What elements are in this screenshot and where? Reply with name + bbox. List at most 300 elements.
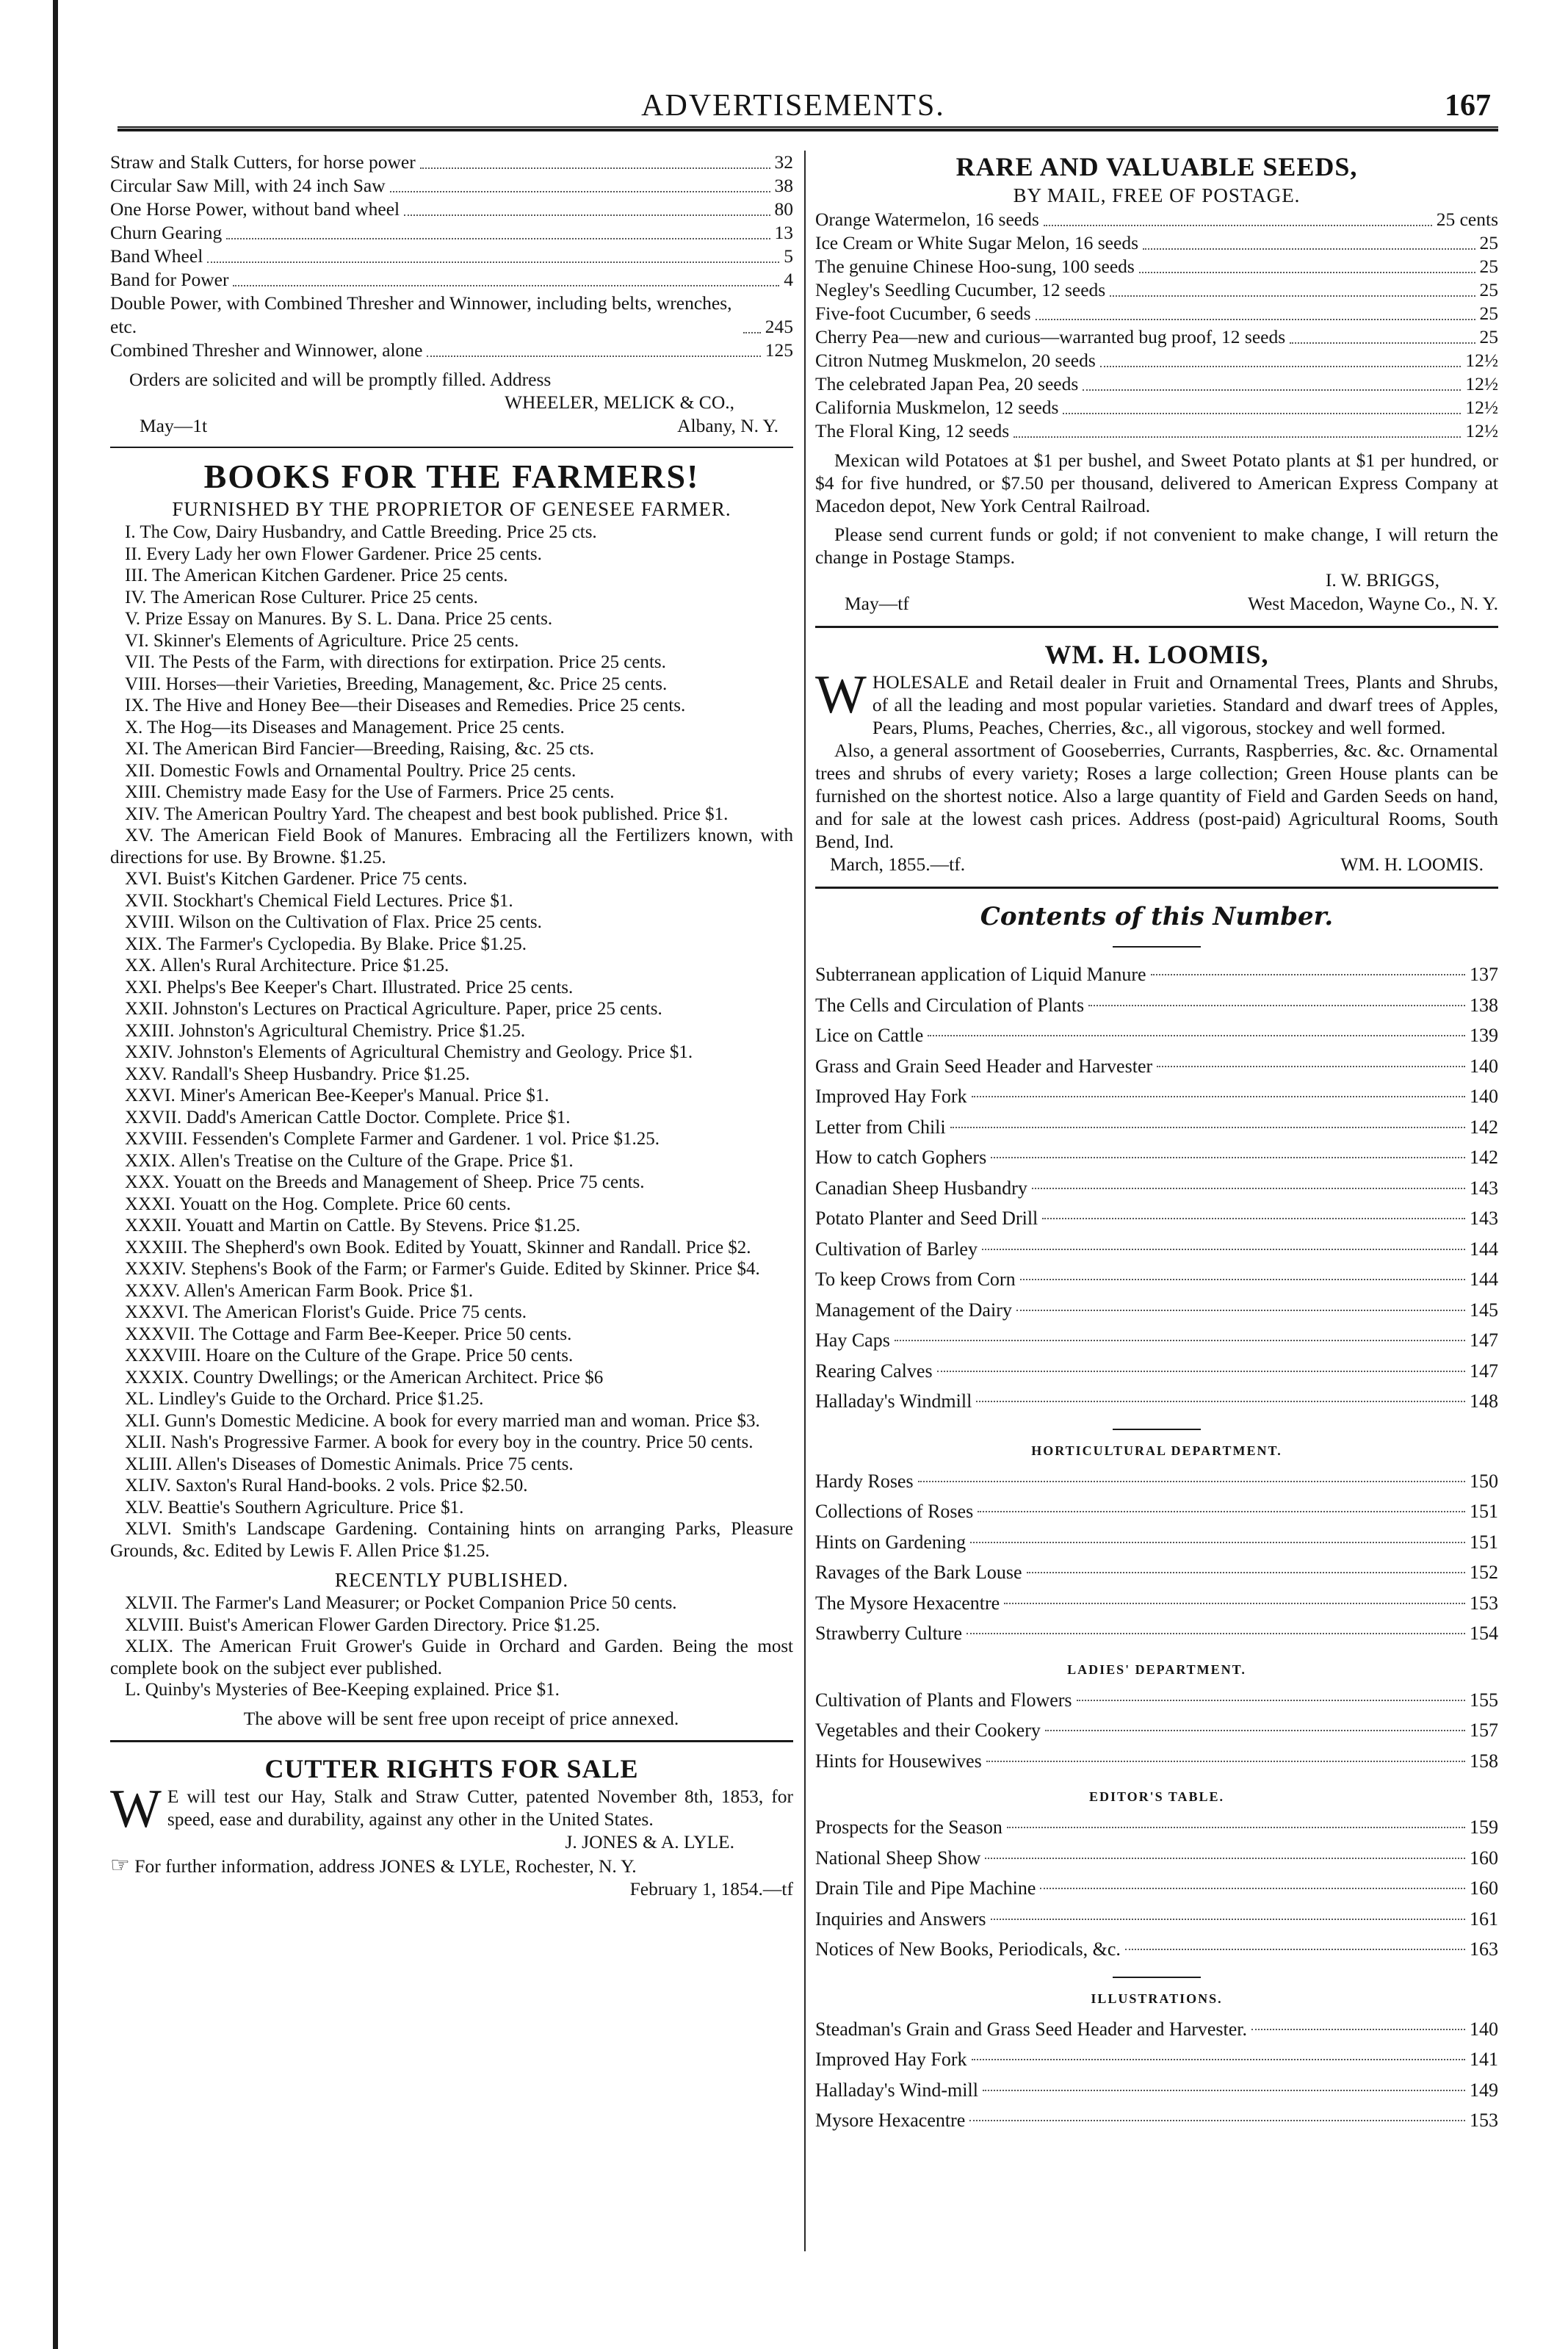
price-item xyxy=(110,268,793,292)
contents-item-title: How to catch Gophers xyxy=(815,1147,987,1168)
illustration-item-value: 140 xyxy=(1470,2018,1498,2040)
pointing-hand-icon: ☞ xyxy=(110,1852,130,1877)
horticultural-item-value: 152 xyxy=(1470,1562,1498,1583)
seeds-subheading: BY MAIL, FREE OF POSTAGE. xyxy=(1013,184,1301,206)
book-entry: XXXVI. The American Florist's Guide. Price 75 cents. xyxy=(125,1302,527,1322)
contents-item-title: To keep Crows from Corn xyxy=(815,1269,1016,1290)
dot-leader xyxy=(1020,1279,1465,1280)
horticultural-item-value: 151 xyxy=(1470,1501,1498,1522)
loomis-dropcap: W xyxy=(815,665,867,725)
dot-leader xyxy=(937,1371,1465,1372)
seed-item-title: Negley's Seedling Cucumber, 12 seeds xyxy=(815,279,1106,300)
seed-item xyxy=(815,325,1498,349)
briggs-date: May—tf xyxy=(845,593,909,614)
horticultural-item-title: Ravages of the Bark Louse xyxy=(815,1562,1022,1583)
editors-item-title: Drain Tile and Pipe Machine xyxy=(815,1877,1036,1899)
recent-book-entry: L. Quinby's Mysteries of Bee-Keeping explained. Price $1. xyxy=(125,1680,560,1700)
book-entry: XXII. Johnston's Lectures on Practical Agriculture. Paper, price 25 cents. xyxy=(125,999,662,1019)
divider xyxy=(815,626,1498,628)
contents-item-title: Subterranean application of Liquid Manure xyxy=(815,964,1146,985)
contents-item-value: 143 xyxy=(1470,1177,1498,1199)
illustration-item xyxy=(815,2014,1498,2045)
cutter-text: E will test our Hay, Stalk and Straw Cutter, patented November 8th, 1853, for speed, ease and durability, against any other in the United States. xyxy=(167,1785,793,1830)
price-item-value: 32 xyxy=(774,151,793,173)
book-entry: VIII. Horses—their Varieties, Breeding, Management, &c. Price 25 cents. xyxy=(125,674,668,694)
contents-item-value: 142 xyxy=(1470,1147,1498,1168)
seeds-note-1: Mexican wild Potatoes at $1 per bushel, and Sweet Potato plants at $1 per hundred, or $4 for five hundred, or $7.50 per thousand, delivered to American Express Company at Macedon depot, New York Central Railroad. xyxy=(815,450,1498,516)
contents-item xyxy=(815,1142,1498,1173)
book-entry: XVIII. Wilson on the Cultivation of Flax. Price 25 cents. xyxy=(125,912,542,932)
price-item-title: Band for Power xyxy=(110,269,229,290)
editors-item-value: 163 xyxy=(1470,1938,1498,1960)
illustration-item-title: Halladay's Wind-mill xyxy=(815,2079,978,2101)
dot-leader xyxy=(1151,974,1465,975)
horticultural-item-value: 150 xyxy=(1470,1470,1498,1492)
loomis-sig: WM. H. LOOMIS. xyxy=(1340,854,1484,875)
contents-item-title: Canadian Sheep Husbandry xyxy=(815,1177,1027,1199)
horticultural-item xyxy=(815,1618,1498,1649)
loomis-text-1: HOLESALE and Retail dealer in Fruit and Ornamental Trees, Plants and Shrubs, of all the leading and most popular varieties. Standard and dwarf trees of Apples, Pears, Plums, Peaches, Cherries, &c., all vigorous, stockey and well formed. xyxy=(872,671,1498,738)
contents-item-title: Potato Planter and Seed Drill xyxy=(815,1208,1038,1229)
ladies-item-value: 155 xyxy=(1470,1689,1498,1711)
seed-item-title: Orange Watermelon, 16 seeds xyxy=(815,209,1039,230)
contents-item-value: 143 xyxy=(1470,1208,1498,1229)
dot-leader xyxy=(1042,1218,1465,1219)
contents-item-title: Cultivation of Barley xyxy=(815,1238,978,1260)
book-entry: XVI. Buist's Kitchen Gardener. Price 75 cents. xyxy=(125,869,468,889)
contents-item-title: Grass and Grain Seed Header and Harvester xyxy=(815,1055,1153,1077)
price-item xyxy=(110,174,793,198)
dot-leader xyxy=(226,238,770,239)
seed-item xyxy=(815,396,1498,419)
header-rule xyxy=(118,126,1498,131)
wheeler-signature xyxy=(110,414,793,438)
running-header xyxy=(95,88,1491,132)
horticultural-item-title: Collections of Roses xyxy=(815,1501,974,1522)
illustration-item xyxy=(815,2044,1498,2075)
book-entry: II. Every Lady her own Flower Gardener. Price 25 cents. xyxy=(125,544,542,564)
briggs-place: West Macedon, Wayne Co., N. Y. xyxy=(1247,593,1498,614)
contents-item-value: 139 xyxy=(1470,1025,1498,1046)
dot-leader xyxy=(207,261,779,263)
book-entry: XXXI. Youatt on the Hog. Complete. Price 60 cents. xyxy=(125,1194,511,1214)
loomis-date: March, 1855.—tf. xyxy=(830,854,966,875)
dot-leader xyxy=(1014,436,1461,438)
divider xyxy=(1113,1429,1201,1430)
price-item-value: 5 xyxy=(784,245,793,267)
dot-leader xyxy=(982,1249,1465,1250)
price-item xyxy=(110,198,793,221)
seed-item-title: The genuine Chinese Hoo-sung, 100 seeds xyxy=(815,256,1135,277)
horticultural-item-title: The Mysore Hexacentre xyxy=(815,1592,1000,1614)
contents-item-value: 142 xyxy=(1470,1116,1498,1138)
book-entry: III. The American Kitchen Gardener. Price 25 cents. xyxy=(125,566,508,585)
contents-list xyxy=(815,959,1498,1417)
dot-leader xyxy=(1004,1603,1465,1604)
editors-list xyxy=(815,1812,1498,1965)
editors-item-title: Prospects for the Season xyxy=(815,1816,1002,1838)
price-item-title: Circular Saw Mill, with 24 inch Saw xyxy=(110,175,386,196)
illustration-item xyxy=(815,2075,1498,2106)
contents-item-title: Halladay's Windmill xyxy=(815,1390,972,1412)
book-entry: XXVII. Dadd's American Cattle Doctor. Complete. Price $1. xyxy=(125,1107,571,1127)
contents-item xyxy=(815,1234,1498,1265)
dot-leader xyxy=(427,356,760,357)
contents-item xyxy=(815,959,1498,990)
dot-leader xyxy=(1251,2029,1465,2030)
cutter-signer: J. JONES & A. LYLE. xyxy=(565,1830,734,1852)
dot-leader xyxy=(1027,1572,1465,1573)
dot-leader xyxy=(991,1919,1465,1920)
contents-item-value: 137 xyxy=(1470,964,1498,985)
contents-item xyxy=(815,1295,1498,1326)
dot-leader xyxy=(743,332,761,333)
horticultural-item-title: Strawberry Culture xyxy=(815,1623,963,1644)
price-item-value: 245 xyxy=(765,316,793,337)
left-column xyxy=(110,151,793,1900)
seed-item-title: The celebrated Japan Pea, 20 seeds xyxy=(815,373,1079,394)
ladies-item xyxy=(815,1715,1498,1746)
divider xyxy=(110,1740,793,1742)
editors-item xyxy=(815,1934,1498,1965)
seed-item-value: 25 xyxy=(1479,256,1498,277)
editors-item-title: Notices of New Books, Periodicals, &c. xyxy=(815,1938,1121,1960)
dot-leader xyxy=(972,2059,1465,2060)
illustration-item-value: 141 xyxy=(1470,2049,1498,2070)
contents-item-title: Rearing Calves xyxy=(815,1360,933,1382)
wheeler-name: WHEELER, MELICK & CO., xyxy=(504,392,734,413)
dot-leader xyxy=(928,1035,1465,1036)
book-entry: XXIII. Johnston's Agricultural Chemistry. Price $1.25. xyxy=(125,1020,526,1041)
seed-item xyxy=(815,372,1498,396)
dot-leader xyxy=(1139,272,1475,273)
contents-item xyxy=(815,1325,1498,1356)
dot-leader xyxy=(1044,225,1432,226)
ladies-item-title: Hints for Housewives xyxy=(815,1750,982,1772)
illustrations-list xyxy=(815,2014,1498,2136)
column-divider xyxy=(804,151,806,2251)
dot-leader xyxy=(983,2090,1465,2091)
dot-leader xyxy=(969,2120,1465,2121)
book-entry: XXXVII. The Cottage and Farm Bee-Keeper. Price 50 cents. xyxy=(125,1324,572,1344)
book-list xyxy=(110,522,793,1562)
book-entry: XIII. Chemistry made Easy for the Use of Farmers. Price 25 cents. xyxy=(125,782,615,802)
recent-heading: RECENTLY PUBLISHED. xyxy=(334,1569,569,1591)
cutter-dropcap: W xyxy=(110,1778,162,1839)
price-item xyxy=(110,221,793,245)
loomis-text-2: Also, a general assortment of Gooseberries, Currants, Raspberries, &c. &c. Ornamental trees and shrubs of every variety; Roses a large collection; Green House plants can be furnished on the shortest notice. Also a large quantity of Field and Garden Seeds on hand, and for sale at the lowest cash prices. Address (post-paid) Agricultural Rooms, South Bend, Ind. xyxy=(815,740,1498,852)
illustrations-heading: ILLUSTRATIONS. xyxy=(1091,1991,1223,2006)
ladies-heading: LADIES' DEPARTMENT. xyxy=(1067,1661,1246,1677)
price-item-value: 13 xyxy=(774,222,793,243)
dot-leader xyxy=(1083,389,1461,391)
seed-item-value: 25 cents xyxy=(1436,209,1498,230)
books-heading: BOOKS FOR THE FARMERS! xyxy=(203,458,700,495)
dot-leader xyxy=(1016,1310,1465,1311)
contents-item xyxy=(815,1356,1498,1387)
illustration-item-value: 149 xyxy=(1470,2079,1498,2101)
header-title: ADVERTISEMENTS. xyxy=(641,89,945,123)
seed-item-title: Cherry Pea—new and curious—warranted bug proof, 12 seeds xyxy=(815,326,1286,347)
divider xyxy=(1113,1977,1201,1978)
seed-item-title: Ice Cream or White Sugar Melon, 16 seeds xyxy=(815,232,1138,253)
dot-leader xyxy=(1007,1827,1465,1828)
ladies-item-value: 157 xyxy=(1470,1720,1498,1741)
book-entry: XLIV. Saxton's Rural Hand-books. 2 vols. Price $2.50. xyxy=(125,1476,528,1495)
book-entry: XIV. The American Poultry Yard. The cheapest and best book published. Price $1. xyxy=(125,804,729,824)
editors-item xyxy=(815,1904,1498,1935)
horticultural-item-title: Hardy Roses xyxy=(815,1470,914,1492)
horticultural-item xyxy=(815,1588,1498,1619)
book-entry: XL. Lindley's Guide to the Orchard. Price $1.25. xyxy=(125,1389,484,1409)
recent-book-entry: XLVII. The Farmer's Land Measurer; or Pocket Companion Price 50 cents. xyxy=(125,1593,677,1613)
contents-item-value: 138 xyxy=(1470,994,1498,1016)
dot-leader xyxy=(991,1157,1465,1158)
book-entry: XXV. Randall's Sheep Husbandry. Price $1.25. xyxy=(125,1064,470,1084)
price-item xyxy=(110,292,793,339)
horticultural-item-value: 151 xyxy=(1470,1531,1498,1553)
page-number: 167 xyxy=(1445,89,1491,123)
dot-leader xyxy=(1088,1005,1465,1006)
seed-item-value: 25 xyxy=(1479,279,1498,300)
contents-item xyxy=(815,1264,1498,1295)
contents-item-value: 145 xyxy=(1470,1299,1498,1321)
seed-item-title: Citron Nutmeg Muskmelon, 20 seeds xyxy=(815,350,1096,371)
contents-item-value: 147 xyxy=(1470,1329,1498,1351)
seed-list xyxy=(815,208,1498,443)
book-entry: XVII. Stockhart's Chemical Field Lectures. Price $1. xyxy=(125,890,513,911)
dot-leader xyxy=(420,167,770,169)
briggs-name: I. W. BRIGGS, xyxy=(1325,569,1439,591)
divider xyxy=(1113,946,1201,948)
editors-item-value: 160 xyxy=(1470,1877,1498,1899)
book-entry: XXXIV. Stephens's Book of the Farm; or Farmer's Guide. Edited by Skinner. Price $4. xyxy=(125,1259,760,1279)
seeds-note-2: Please send current funds or gold; if not convenient to make change, I will return the change in Postage Stamps. xyxy=(815,524,1498,568)
horticultural-item xyxy=(815,1557,1498,1588)
seed-item-title: The Floral King, 12 seeds xyxy=(815,420,1010,441)
contents-item xyxy=(815,1203,1498,1234)
cutter-text-block xyxy=(110,1778,793,1839)
horticultural-item-title: Hints on Gardening xyxy=(815,1531,967,1553)
dot-leader xyxy=(967,1633,1465,1634)
price-item-title: Combined Thresher and Winnower, alone xyxy=(110,339,423,361)
contents-item-title: Hay Caps xyxy=(815,1329,890,1351)
price-item xyxy=(110,245,793,268)
book-entry: X. The Hog—its Diseases and Management. Price 25 cents. xyxy=(125,717,565,737)
dot-leader xyxy=(950,1127,1465,1128)
price-item-value: 125 xyxy=(765,339,793,361)
dot-leader xyxy=(1045,1730,1465,1731)
dot-leader xyxy=(918,1481,1465,1482)
price-item-value: 38 xyxy=(774,175,793,196)
price-item-value: 80 xyxy=(774,198,793,220)
dot-leader xyxy=(1032,1188,1465,1189)
editors-heading: EDITOR'S TABLE. xyxy=(1088,1789,1225,1804)
book-entry: IV. The American Rose Culturer. Price 25 cents. xyxy=(125,587,478,607)
seed-item-value: 12½ xyxy=(1465,373,1498,394)
contents-item-value: 144 xyxy=(1470,1238,1498,1260)
dot-leader xyxy=(1143,248,1475,250)
editors-item-title: Inquiries and Answers xyxy=(815,1908,986,1930)
cutter-heading: CUTTER RIGHTS FOR SALE xyxy=(264,1753,639,1783)
price-item-title: Double Power, with Combined Thresher and Winnower, including belts, wrenches, etc. xyxy=(110,292,732,337)
right-column xyxy=(815,151,1498,2136)
cutter-further-block xyxy=(110,1852,793,1899)
book-entry: I. The Cow, Dairy Husbandry, and Cattle Breeding. Price 25 cts. xyxy=(125,522,597,542)
horticultural-item xyxy=(815,1496,1498,1527)
contents-item-value: 144 xyxy=(1470,1269,1498,1290)
book-entry: XXVIII. Fessenden's Complete Farmer and Gardener. 1 vol. Price $1.25. xyxy=(125,1129,660,1149)
book-entry: XXXII. Youatt and Martin on Cattle. By Stevens. Price $1.25. xyxy=(125,1216,581,1235)
dot-leader xyxy=(970,1542,1465,1543)
seed-item-value: 12½ xyxy=(1465,420,1498,441)
contents-item xyxy=(815,1173,1498,1204)
dot-leader xyxy=(1040,1888,1465,1889)
contents-item-title: Letter from Chili xyxy=(815,1116,946,1138)
dot-leader xyxy=(1036,319,1475,320)
illustration-item-title: Steadman's Grain and Grass Seed Header and Harvester. xyxy=(815,2018,1248,2040)
contents-item xyxy=(815,1051,1498,1082)
loomis-signature xyxy=(815,853,1498,876)
divider xyxy=(815,887,1498,889)
contents-item-title: Improved Hay Fork xyxy=(815,1086,967,1107)
editors-item-value: 161 xyxy=(1470,1908,1498,1930)
book-entry: XXXIII. The Shepherd's own Book. Edited by Youatt, Skinner and Randall. Price $2. xyxy=(125,1237,751,1258)
seed-item-value: 12½ xyxy=(1465,350,1498,371)
briggs-signature xyxy=(815,592,1498,616)
book-entry: XXIX. Allen's Treatise on the Culture of the Grape. Price $1. xyxy=(125,1150,574,1171)
price-item-title: One Horse Power, without band wheel xyxy=(110,198,400,220)
book-entry: XI. The American Bird Fancier—Breeding, Raising, &c. 25 cts. xyxy=(125,739,594,759)
contents-item xyxy=(815,1081,1498,1112)
seed-item-value: 25 xyxy=(1479,303,1498,324)
seed-item xyxy=(815,302,1498,325)
book-entry: IX. The Hive and Honey Bee—their Diseases and Remedies. Price 25 cents. xyxy=(125,696,686,715)
contents-item-title: The Cells and Circulation of Plants xyxy=(815,994,1085,1016)
sent-note: The above will be sent free upon receipt of price annexed. xyxy=(243,1707,679,1729)
ladies-item xyxy=(815,1746,1498,1777)
horticultural-list xyxy=(815,1466,1498,1649)
book-entry: XLVI. Smith's Landscape Gardening. Containing hints on arranging Parks, Pleasure Grounds, &c. Edited by Lewis F. Allen Price $1.25. xyxy=(110,1519,793,1561)
seed-item xyxy=(815,231,1498,255)
dot-leader xyxy=(978,1511,1465,1512)
cutter-further: For further information, address JONES & LYLE, Rochester, N. Y. xyxy=(134,1855,637,1877)
contents-item xyxy=(815,990,1498,1021)
seed-item-value: 25 xyxy=(1479,232,1498,253)
contents-item-value: 140 xyxy=(1470,1086,1498,1107)
price-item xyxy=(110,339,793,362)
contents-item-value: 148 xyxy=(1470,1390,1498,1412)
seed-item xyxy=(815,419,1498,443)
book-entry: XII. Domestic Fowls and Ornamental Poultry. Price 25 cents. xyxy=(125,760,577,781)
ladies-item-value: 158 xyxy=(1470,1750,1498,1772)
binding-edge xyxy=(53,0,58,2349)
ladies-item-title: Vegetables and their Cookery xyxy=(815,1720,1041,1741)
recent-book-list xyxy=(110,1592,793,1701)
book-entry: XX. Allen's Rural Architecture. Price $1.25. xyxy=(125,956,449,975)
book-entry: XLV. Beattie's Southern Agriculture. Price $1. xyxy=(125,1497,464,1518)
dot-leader xyxy=(1125,1949,1465,1950)
price-item-value: 4 xyxy=(784,269,793,290)
contents-item-title: Management of the Dairy xyxy=(815,1299,1012,1321)
book-entry: V. Prize Essay on Manures. By S. L. Dana. Price 25 cents. xyxy=(125,609,553,629)
seed-item-title: California Muskmelon, 12 seeds xyxy=(815,397,1059,418)
contents-item-value: 140 xyxy=(1470,1055,1498,1077)
cutter-date: February 1, 1854.—tf xyxy=(629,1877,793,1899)
seed-item xyxy=(815,349,1498,372)
horticultural-item xyxy=(815,1466,1498,1497)
dot-leader xyxy=(1290,342,1475,344)
orders-note: Orders are solicited and will be promptly filled. Address xyxy=(129,369,552,390)
editors-item xyxy=(815,1812,1498,1843)
book-entry: VII. The Pests of the Farm, with directions for extirpation. Price 25 cents. xyxy=(125,652,666,672)
books-subheading: FURNISHED BY THE PROPRIETOR OF GENESEE FARMER. xyxy=(172,498,731,520)
ladies-item-title: Cultivation of Plants and Flowers xyxy=(815,1689,1072,1711)
book-entry: XLI. Gunn's Domestic Medicine. A book for every married man and woman. Price $3. xyxy=(125,1410,760,1431)
illustration-item-title: Improved Hay Fork xyxy=(815,2049,967,2070)
dot-leader xyxy=(1110,295,1475,297)
book-entry: XXXV. Allen's American Farm Book. Price $1. xyxy=(125,1280,474,1301)
book-entry: XIX. The Farmer's Cyclopedia. By Blake. Price $1.25. xyxy=(125,934,527,954)
contents-item xyxy=(815,1020,1498,1051)
horticultural-heading: HORTICULTURAL DEPARTMENT. xyxy=(1031,1443,1282,1458)
dot-leader xyxy=(404,214,770,216)
dot-leader xyxy=(976,1401,1465,1402)
horticultural-item-value: 153 xyxy=(1470,1592,1498,1614)
dot-leader xyxy=(233,285,779,286)
contents-item xyxy=(815,1112,1498,1143)
seed-item-value: 25 xyxy=(1479,326,1498,347)
book-entry: XXX. Youatt on the Breeds and Management of Sheep. Price 75 cents. xyxy=(125,1172,645,1192)
contents-item-title: Lice on Cattle xyxy=(815,1025,924,1046)
book-entry: XXIV. Johnston's Elements of Agricultural Chemistry and Geology. Price $1. xyxy=(125,1042,693,1062)
book-entry: XXVI. Miner's American Bee-Keeper's Manual. Price $1. xyxy=(125,1086,549,1105)
dot-leader xyxy=(1157,1066,1465,1067)
illustration-item-title: Mysore Hexacentre xyxy=(815,2110,966,2131)
dot-leader xyxy=(1063,413,1461,414)
illustration-item-value: 153 xyxy=(1470,2110,1498,2131)
seeds-heading: RARE AND VALUABLE SEEDS, xyxy=(955,152,1358,181)
dot-leader xyxy=(390,191,770,192)
dot-leader xyxy=(986,1761,1465,1762)
book-entry: XXXIX. Country Dwellings; or the American Architect. Price $6 xyxy=(125,1367,604,1388)
wheeler-date: May—1t xyxy=(140,415,208,436)
price-item xyxy=(110,151,793,174)
dot-leader xyxy=(985,1858,1465,1859)
price-list xyxy=(110,151,793,362)
recent-book-entry: XLVIII. Buist's American Flower Garden Directory. Price $1.25. xyxy=(125,1614,600,1635)
ladies-list xyxy=(815,1685,1498,1777)
recent-book-entry: XLIX. The American Fruit Grower's Guide in Orchard and Garden. Being the most complete book on the subject ever published. xyxy=(110,1637,793,1678)
book-entry: VI. Skinner's Elements of Agriculture. Price 25 cents. xyxy=(125,630,519,651)
seed-item xyxy=(815,255,1498,278)
dot-leader xyxy=(972,1096,1465,1097)
loomis-heading: WM. H. LOOMIS, xyxy=(1044,640,1269,669)
ladies-item xyxy=(815,1685,1498,1716)
price-item-title: Band Wheel xyxy=(110,245,203,267)
seed-item xyxy=(815,278,1498,302)
horticultural-item-value: 154 xyxy=(1470,1623,1498,1644)
editors-item-title: National Sheep Show xyxy=(815,1847,981,1869)
book-entry: XLII. Nash's Progressive Farmer. A book for every boy in the country. Price 50 cents. xyxy=(125,1432,754,1452)
divider xyxy=(110,447,793,448)
contents-item-value: 147 xyxy=(1470,1360,1498,1382)
horticultural-item xyxy=(815,1527,1498,1558)
dot-leader xyxy=(1077,1700,1465,1701)
seed-item-value: 12½ xyxy=(1465,397,1498,418)
dot-leader xyxy=(895,1340,1465,1341)
dot-leader xyxy=(1100,366,1462,367)
